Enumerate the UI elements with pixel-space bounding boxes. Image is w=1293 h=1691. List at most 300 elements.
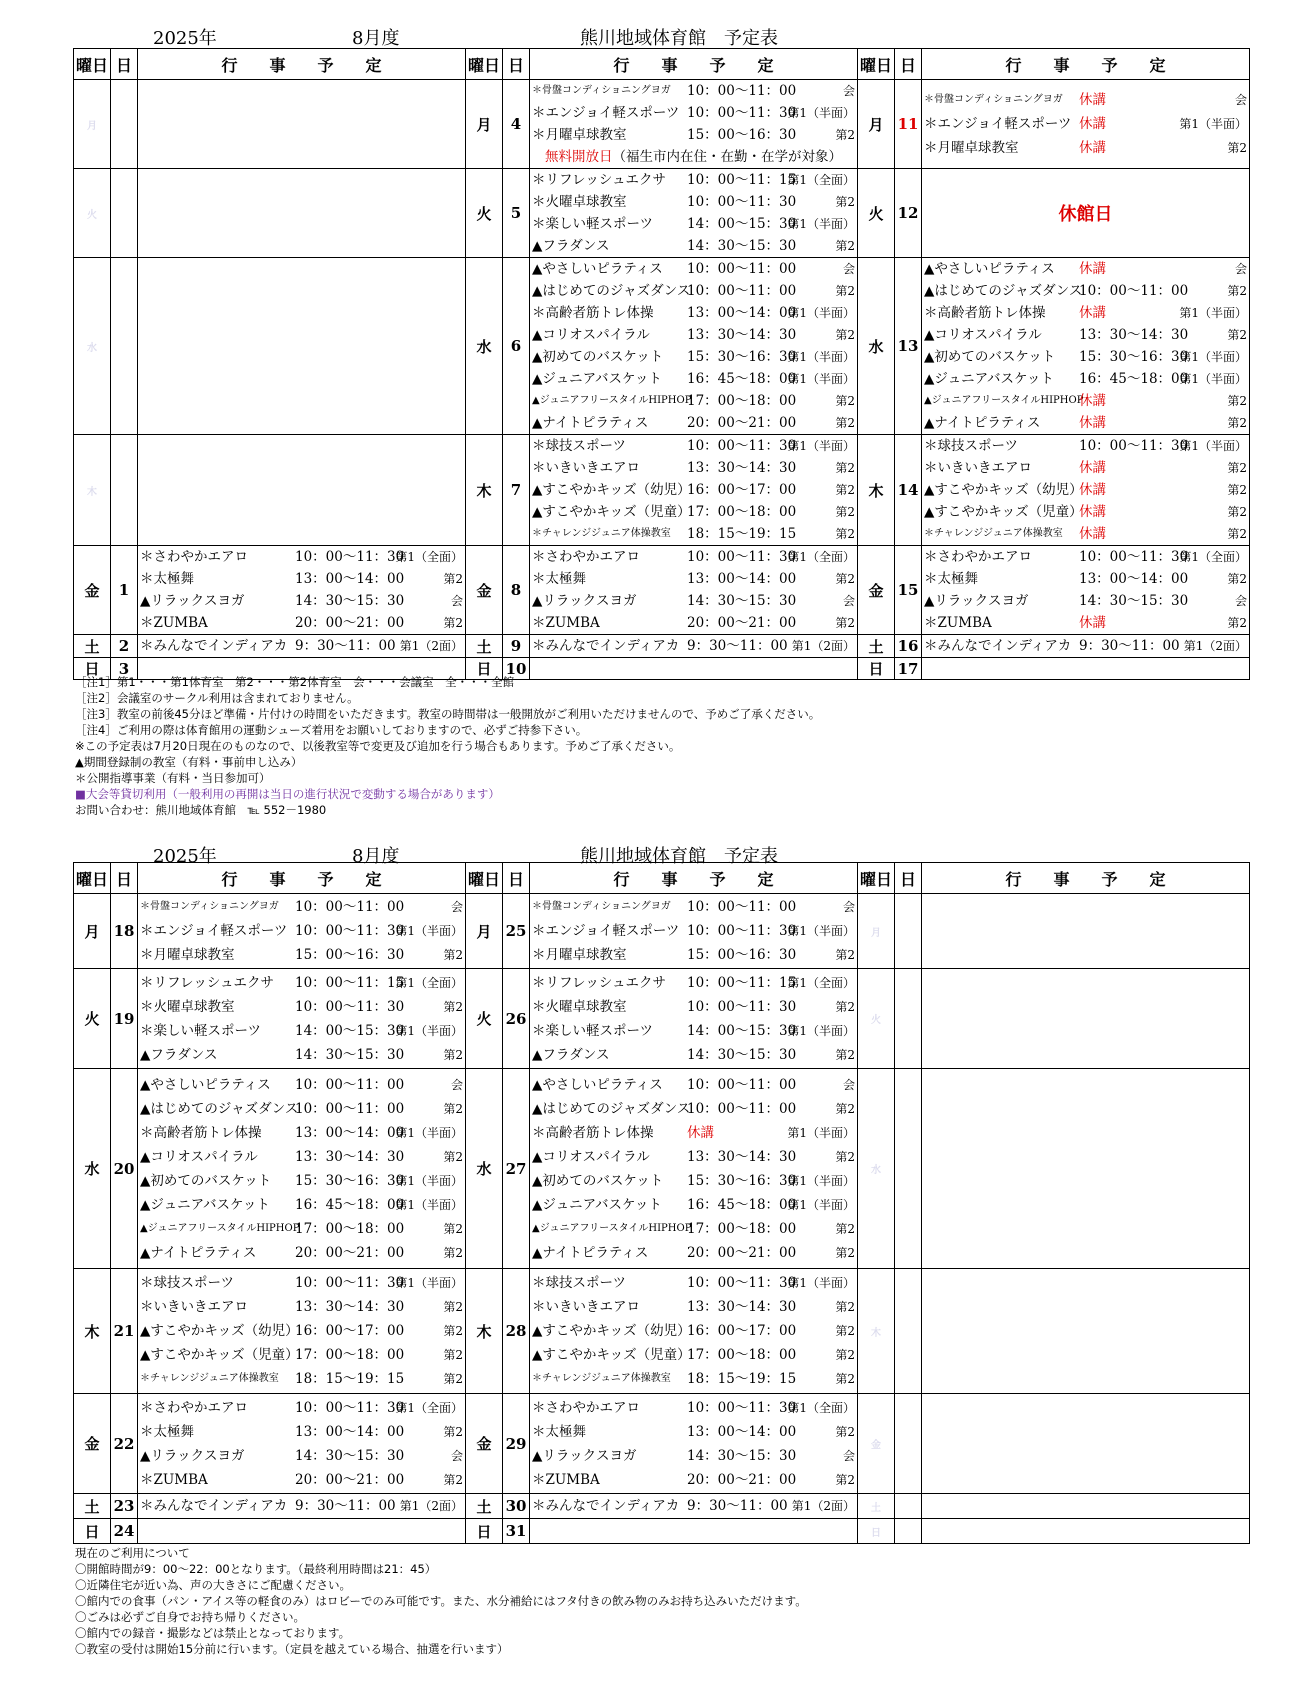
event-row [530, 1494, 857, 1518]
event-name: ▲はじめてのジャズダンス [532, 283, 691, 299]
event-room: 第1（半面） [787, 217, 855, 231]
note-line: 〇館内での食事（パン・アイス等の軽食のみ）はロビーでのみ可能です。また、水分補給にはフタ付きの飲み物のみお持ち込みいただけます。 [75, 1594, 807, 1608]
event-row [138, 943, 465, 967]
day-of-week-cell: 火 [858, 169, 895, 258]
event-room: 第2 [835, 461, 855, 475]
event-room: 第2 [443, 1149, 463, 1164]
event-time: 13：00～14：00 [687, 571, 797, 587]
event-time: 13：30～14：30 [687, 327, 797, 343]
event-time: 13：00～14：00 [1079, 571, 1189, 587]
event-name: ▲リラックスヨガ [140, 1447, 245, 1464]
event-time: 休講 [1079, 504, 1106, 520]
event-name: ＊いきいきエアロ [140, 1299, 248, 1315]
event-row [530, 919, 857, 943]
event-room: 第1（2面） [399, 639, 463, 653]
event-room: 第1（半面） [787, 1125, 855, 1140]
event-time: 休講 [1079, 460, 1106, 476]
event-name: ＊火曜卓球教室 [532, 194, 627, 210]
event-room: 第1（半面） [787, 306, 855, 320]
ghost-weekday-mark: 水 [871, 1165, 881, 1176]
events-cell [530, 1494, 858, 1519]
event-name: ＊リフレッシュエクサ [140, 974, 275, 991]
event-time: 16：00～17：00 [687, 1323, 797, 1339]
day-of-week-cell: 土 [858, 635, 895, 658]
events-cell [138, 894, 466, 969]
event-row [530, 1043, 857, 1067]
event-name: ＊月曜卓球教室 [532, 127, 627, 143]
event-room: 第2 [1227, 394, 1247, 408]
day-number-cell: 15 [895, 546, 922, 635]
event-name: ＊いきいきエアロ [924, 460, 1032, 476]
event-room: 第1（半面） [787, 372, 855, 386]
event-time: 休講 [1079, 615, 1106, 631]
events-cell [138, 1269, 466, 1394]
event-time: 休講 [1079, 393, 1106, 409]
event-name: ＊骨盤コンディショニングヨガ [140, 901, 279, 912]
day-number-cell: 2 [111, 635, 138, 658]
event-room: 第2 [835, 1472, 855, 1487]
event-name: ＊みんなでインディアカ [532, 1498, 680, 1514]
col-header-events: 行 事 予 定 [138, 863, 466, 894]
contact-line: お問い合わせ：熊川地域体育館 ℡ 552－1980 [75, 803, 327, 817]
event-time: 13：30～14：30 [295, 1299, 405, 1315]
event-row [922, 302, 1249, 324]
event-room: 第2 [835, 999, 855, 1014]
event-name: ▲フラダンス [532, 1046, 610, 1063]
event-row [530, 1295, 857, 1319]
event-room: 第2 [835, 328, 855, 342]
note-line: ［注3］教室の前後45分ほど準備・片付けの時間をいただきます。教室の時間帯は一般開放がご利用いただけませんので、予めご了承ください。 [75, 707, 821, 721]
event-time: 14：00～15：30 [687, 216, 797, 232]
event-name: ▲ジュニアフリースタイルHIPHOP [140, 1222, 300, 1234]
event-time: 休講 [1079, 116, 1106, 132]
event-name: ▲すこやかキッズ（幼児） [924, 482, 1083, 498]
event-row [138, 1043, 465, 1067]
day-of-week-cell: 日 [74, 1519, 111, 1544]
event-name: ＊いきいきエアロ [532, 1299, 640, 1315]
event-time: 9：30～11：00 [1079, 638, 1180, 654]
event-name: ＊月曜卓球教室 [532, 947, 627, 963]
day-of-week-cell [858, 1269, 895, 1394]
event-name: ＊太極舞 [532, 571, 586, 587]
event-room: 第1（全面） [787, 975, 855, 990]
event-name: ＊さわやかエアロ [140, 1399, 248, 1416]
event-row [922, 368, 1249, 390]
event-row [922, 590, 1249, 612]
event-room: 第2 [835, 1221, 855, 1236]
event-name: ＊ZUMBA [532, 615, 600, 631]
event-row [530, 1241, 857, 1265]
day-number-cell: 16 [895, 635, 922, 658]
event-row [138, 1217, 465, 1241]
event-time: 16：45～18：00 [687, 1196, 797, 1213]
event-room: 第1（全面） [787, 550, 855, 564]
ghost-weekday-mark: 金 [871, 1440, 881, 1451]
day-of-week-cell: 木 [858, 435, 895, 546]
event-row [530, 346, 857, 368]
event-room: 会 [1234, 93, 1247, 107]
event-name: ＊みんなでインディアカ [140, 638, 288, 654]
event-row [530, 390, 857, 412]
day-of-week-cell: 土 [74, 635, 111, 658]
event-time: 14：30～15：30 [687, 593, 797, 609]
events-cell [138, 546, 466, 635]
event-time: 20：00～21：00 [687, 1471, 797, 1488]
event-time: 10：00～11：00 [687, 1076, 797, 1093]
event-room: 第2 [835, 1324, 855, 1338]
note-line: 現在のご利用について [75, 1546, 190, 1560]
event-name: ＊みんなでインディアカ [140, 1498, 288, 1514]
event-room: 第1（全面） [395, 975, 463, 990]
event-room: 第1（全面） [395, 1400, 463, 1415]
event-time: 10：00～11：00 [295, 1100, 405, 1117]
event-row [530, 1145, 857, 1169]
day-of-week-cell: 月 [466, 894, 503, 969]
event-room: 第2 [1227, 141, 1247, 155]
event-name: ＊高齢者筋トレ体操 [924, 305, 1046, 321]
event-room: 会 [1234, 262, 1247, 276]
event-row [530, 457, 857, 479]
day-of-week-cell: 水 [466, 258, 503, 435]
event-name: ＊エンジョイ軽スポーツ [532, 923, 680, 939]
event-name: ▲ジュニアフリースタイルHIPHOP [532, 1222, 692, 1234]
event-row [922, 88, 1249, 112]
event-room: 第1（半面） [1179, 372, 1247, 386]
event-row [530, 324, 857, 346]
event-room: 第1（半面） [395, 1173, 463, 1188]
events-cell [530, 80, 858, 169]
event-room: 第2 [443, 572, 463, 586]
event-name: ▲フラダンス [140, 1046, 218, 1063]
event-name: ▲リラックスヨガ [532, 1447, 637, 1464]
event-row [530, 1396, 857, 1420]
event-room: 第2 [443, 1348, 463, 1362]
event-row [922, 112, 1249, 136]
event-row [530, 895, 857, 919]
day-number-cell: 25 [503, 894, 530, 969]
events-cell [138, 1494, 466, 1519]
event-time: 14：30～15：30 [687, 1447, 797, 1464]
event-time: 10：00～11：30 [295, 998, 405, 1015]
day-number-cell: 24 [111, 1519, 138, 1544]
event-row [530, 546, 857, 568]
event-room: 会 [842, 900, 855, 914]
day-number-cell: 14 [895, 435, 922, 546]
event-time: 10：00～11：30 [687, 438, 797, 454]
event-room: 第2 [835, 1101, 855, 1116]
event-name: ▲ジュニアフリースタイルHIPHOP [532, 395, 692, 406]
event-row [530, 80, 857, 102]
event-room: 第2 [835, 1372, 855, 1386]
events-cell [138, 1519, 466, 1544]
day-of-week-cell: 月 [466, 80, 503, 169]
event-room: 第2 [443, 1372, 463, 1386]
event-row [530, 1097, 857, 1121]
col-header-day: 日 [895, 49, 922, 80]
note-line: 〇開館時間が9：00～22：00となります。（最終利用時間は21：45） [75, 1562, 437, 1576]
col-header-dow: 曜日 [466, 863, 503, 894]
event-row [138, 1319, 465, 1343]
day-of-week-cell: 金 [74, 546, 111, 635]
day-number-cell: 13 [895, 258, 922, 435]
event-room: 第2 [443, 1300, 463, 1314]
event-room: 第2 [1227, 572, 1247, 586]
event-room: 第2 [443, 1472, 463, 1487]
events-cell [138, 80, 466, 169]
event-name: ▲はじめてのジャズダンス [924, 283, 1083, 299]
col-header-dow: 曜日 [74, 863, 111, 894]
day-number-cell [895, 1494, 922, 1519]
day-of-week-cell: 日 [74, 658, 111, 680]
event-row [530, 943, 857, 967]
day-of-week-cell: 日 [466, 1519, 503, 1544]
event-room: 第2 [835, 1245, 855, 1260]
event-row [922, 612, 1249, 634]
closed-day-label: 休館日 [1058, 204, 1113, 225]
event-name: ▲ジュニアバスケット [140, 1196, 270, 1213]
event-room: 第1（半面） [395, 1125, 463, 1140]
event-time: 10：00～11：00 [687, 261, 797, 277]
event-row [530, 1121, 857, 1145]
day-of-week-cell: 木 [466, 1269, 503, 1394]
col-header-day: 日 [895, 863, 922, 894]
event-time: 10：00～11：00 [295, 1076, 405, 1093]
events-cell [138, 1394, 466, 1494]
events-cell [138, 635, 466, 658]
note-line: 〇教室の受付は開始15分前に行います。（定員を越えている場合、抽選を行います） [75, 1642, 509, 1656]
day-number-cell: 3 [111, 658, 138, 680]
events-cell [922, 169, 1250, 258]
event-time: 20：00～21：00 [687, 415, 797, 431]
event-time: 10：00～11：15 [687, 974, 797, 991]
event-row [138, 1367, 465, 1391]
event-row [138, 1396, 465, 1420]
event-row [530, 635, 857, 657]
event-time: 14：30～15：30 [1079, 593, 1189, 609]
event-room: 第2 [1227, 461, 1247, 475]
header-year: 2025年 [153, 846, 217, 867]
ghost-weekday-mark: 土 [871, 1502, 881, 1514]
day-of-week-cell: 金 [858, 546, 895, 635]
event-time: 15：00～16：30 [687, 947, 797, 963]
event-row [138, 1193, 465, 1217]
event-row [530, 523, 857, 545]
event-time: 13：30～14：30 [687, 1299, 797, 1315]
event-name: ▲はじめてのジャズダンス [532, 1100, 691, 1117]
event-time: 10：00～11：30 [687, 923, 797, 939]
event-name: ＊球技スポーツ [532, 1275, 626, 1291]
day-of-week-cell [74, 435, 111, 546]
day-of-week-cell: 土 [466, 1494, 503, 1519]
event-name: ▲リラックスヨガ [924, 593, 1029, 609]
events-cell [922, 969, 1250, 1069]
day-of-week-cell [858, 1069, 895, 1269]
ghost-weekday-mark: 火 [871, 1015, 881, 1026]
event-time: 15：00～16：30 [295, 947, 405, 963]
col-header-events: 行 事 予 定 [922, 863, 1250, 894]
event-time: 休講 [1079, 92, 1106, 108]
day-of-week-cell [74, 80, 111, 169]
day-number-cell: 23 [111, 1494, 138, 1519]
event-time: 14：00～15：30 [295, 1022, 405, 1039]
event-time: 17：00～18：00 [687, 1220, 797, 1237]
event-time: 休講 [1079, 261, 1106, 277]
notes-2 [75, 1545, 807, 1657]
event-row [138, 1420, 465, 1444]
day-of-week-cell [858, 1494, 895, 1519]
event-time: 16：45～18：00 [687, 371, 797, 387]
day-of-week-cell: 木 [466, 435, 503, 546]
event-time: 10：00～11：30 [687, 105, 797, 121]
event-time: 10：00～11：00 [687, 1100, 797, 1117]
event-row [922, 280, 1249, 302]
note-line: 〇ごみは必ずご自身でお持ち帰りください。 [75, 1610, 305, 1624]
header-year: 2025年 [153, 28, 217, 49]
day-number-cell: 29 [503, 1394, 530, 1494]
event-time: 14：30～15：30 [295, 1046, 405, 1063]
events-cell [530, 1069, 858, 1269]
event-row [530, 971, 857, 995]
col-header-events: 行 事 予 定 [530, 863, 858, 894]
event-name: ▲初めてのバスケット [924, 349, 1056, 365]
events-cell [922, 80, 1250, 169]
day-of-week-cell: 月 [858, 80, 895, 169]
event-room: 第2 [1227, 616, 1247, 630]
day-number-cell: 17 [895, 658, 922, 680]
events-cell [922, 1269, 1250, 1394]
event-room: 第2 [835, 505, 855, 519]
events-cell [922, 635, 1250, 658]
event-room: 第2 [1227, 483, 1247, 497]
event-name: ＊太極舞 [532, 1423, 586, 1440]
event-name: ▲ジュニアフリースタイルHIPHOP [924, 395, 1084, 406]
event-room: 第2 [443, 1101, 463, 1116]
event-time: 20：00～21：00 [295, 1471, 405, 1488]
event-name: ▲すこやかキッズ（幼児） [532, 482, 691, 498]
day-of-week-cell [858, 1519, 895, 1544]
events-cell [138, 258, 466, 435]
event-time: 13：30～14：30 [687, 1148, 797, 1165]
events-cell [530, 1269, 858, 1394]
event-name: ▲すこやかキッズ（児童） [924, 504, 1083, 520]
header-month: 8月度 [352, 846, 400, 867]
event-time: 10：00～11：30 [687, 998, 797, 1015]
event-room: 第1（2面） [791, 1499, 855, 1513]
event-time: 10：00～11：30 [295, 1275, 405, 1291]
event-row [530, 435, 857, 457]
event-name: ＊高齢者筋トレ体操 [532, 305, 654, 321]
event-time: 9：30～11：00 [687, 1498, 788, 1514]
events-cell [922, 1394, 1250, 1494]
event-name: ＊チャレンジジュニア体操教室 [532, 1373, 671, 1384]
event-room: 第2 [443, 1324, 463, 1338]
event-name: ＊月曜卓球教室 [924, 140, 1019, 156]
event-time: 9：30～11：00 [295, 638, 396, 654]
col-header-day: 日 [111, 49, 138, 80]
day-number-cell: 5 [503, 169, 530, 258]
event-name: ＊楽しい軽スポーツ [140, 1022, 261, 1039]
event-time: 18：15～19：15 [687, 1371, 797, 1387]
event-room: 第2 [443, 1245, 463, 1260]
event-time: 10：00～11：30 [1079, 438, 1189, 454]
event-row [530, 1217, 857, 1241]
event-time: 10：00～11：00 [687, 283, 797, 299]
event-room: 第2 [835, 128, 855, 142]
note-line: ［注2］会議室のサークル利用は含まれておりません。 [75, 691, 359, 705]
event-row [922, 457, 1249, 479]
event-name: ▲コリオスパイラル [532, 327, 650, 343]
event-row [138, 1097, 465, 1121]
event-row [530, 1019, 857, 1043]
note-line: 〇近隣住宅が近い為、声の大きさにご配慮ください。 [75, 1578, 351, 1592]
event-name: ▲リラックスヨガ [140, 593, 245, 609]
event-name: ▲ナイトピラティス [140, 1244, 257, 1261]
event-room: 第2 [835, 1348, 855, 1362]
event-name: ▲やさしいピラティス [924, 261, 1055, 277]
col-header-dow: 曜日 [858, 49, 895, 80]
day-number-cell: 18 [111, 894, 138, 969]
event-name: ▲すこやかキッズ（幼児） [532, 1323, 691, 1339]
events-cell [138, 1069, 466, 1269]
event-name: ▲すこやかキッズ（児童） [532, 504, 691, 520]
event-time: 13：00～14：00 [295, 1423, 405, 1440]
event-row [138, 1494, 465, 1518]
event-time: 10：00～11：00 [687, 83, 797, 99]
event-time: 15：30～16：30 [1079, 349, 1189, 365]
event-time: 18：15～19：15 [687, 526, 797, 542]
col-header-events: 行 事 予 定 [138, 49, 466, 80]
event-room: 第2 [1227, 416, 1247, 430]
event-row [530, 235, 857, 257]
day-number-cell [111, 258, 138, 435]
event-name: ▲初めてのバスケット [140, 1172, 272, 1189]
day-number-cell [895, 1394, 922, 1494]
event-row [138, 1121, 465, 1145]
ghost-weekday-mark: 水 [87, 342, 97, 354]
event-room: 第2 [835, 1047, 855, 1062]
event-time: 14：30～15：30 [295, 1447, 405, 1464]
event-time: 10：00～11：30 [1079, 549, 1189, 565]
event-name: ＊ZUMBA [140, 1471, 208, 1488]
event-row [530, 1169, 857, 1193]
ghost-weekday-mark: 火 [87, 209, 97, 221]
event-room: 会 [1234, 594, 1247, 608]
event-name: ▲ジュニアバスケット [924, 371, 1054, 387]
event-room: 会 [450, 900, 463, 914]
event-room: 第2 [835, 483, 855, 497]
event-row [922, 479, 1249, 501]
day-number-cell: 22 [111, 1394, 138, 1494]
event-time: 16：00～17：00 [295, 1323, 405, 1339]
event-row [530, 213, 857, 235]
event-name: ＊骨盤コンディショニングヨガ [532, 85, 671, 96]
day-of-week-cell: 木 [74, 1269, 111, 1394]
event-row [138, 971, 465, 995]
day-of-week-cell [858, 1394, 895, 1494]
event-room: 第1（半面） [787, 350, 855, 364]
event-room: 第2 [835, 1424, 855, 1439]
event-room: 会 [450, 1448, 463, 1463]
day-of-week-cell: 日 [466, 658, 503, 680]
event-room: 第2 [1227, 328, 1247, 342]
col-header-dow: 曜日 [74, 49, 111, 80]
event-row [530, 191, 857, 213]
day-of-week-cell: 金 [466, 546, 503, 635]
event-room: 第2 [443, 1424, 463, 1439]
event-name: ＊エンジョイ軽スポーツ [924, 116, 1072, 132]
event-name: ▲リラックスヨガ [532, 593, 637, 609]
day-number-cell: 8 [503, 546, 530, 635]
